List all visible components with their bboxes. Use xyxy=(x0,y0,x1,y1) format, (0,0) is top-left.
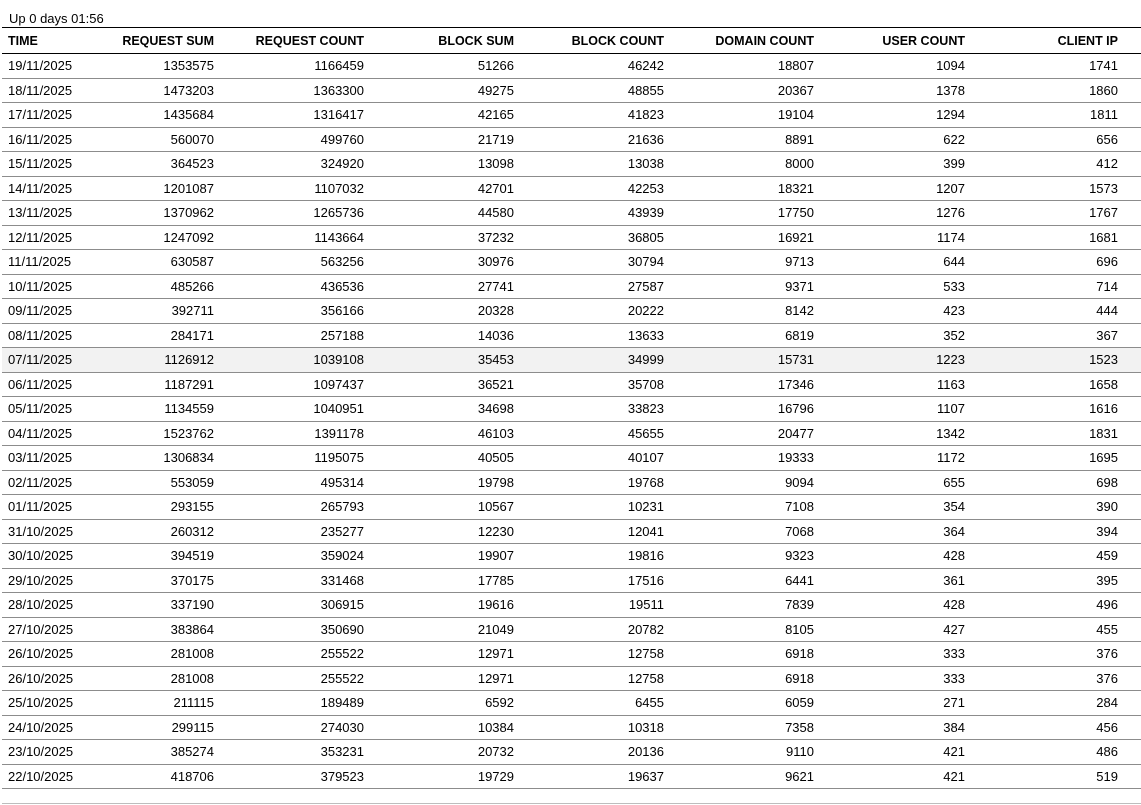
cell-user-count: 1174 xyxy=(819,225,969,250)
cell-client-ip: 1523 xyxy=(969,348,1141,373)
cell-request-sum: 1187291 xyxy=(87,372,219,397)
cell-user-count: 1094 xyxy=(819,54,969,79)
cell-client-ip: 656 xyxy=(969,127,1141,152)
table-row xyxy=(2,446,1141,471)
column-header-client-ip[interactable]: CLIENT IP xyxy=(969,28,1141,54)
cell-client-ip: 444 xyxy=(969,299,1141,324)
cell-block-sum: 30976 xyxy=(369,250,519,275)
cell-domain-count: 19104 xyxy=(669,103,819,128)
cell-user-count: 421 xyxy=(819,740,969,765)
cell-domain-count: 8105 xyxy=(669,617,819,642)
cell-time: 31/10/2025 xyxy=(2,519,87,544)
cell-request-sum: 337190 xyxy=(87,593,219,618)
cell-client-ip: 486 xyxy=(969,740,1141,765)
cell-request-sum: 260312 xyxy=(87,519,219,544)
cell-user-count: 1378 xyxy=(819,78,969,103)
cell-domain-count: 18321 xyxy=(669,176,819,201)
cell-block-sum: 20328 xyxy=(369,299,519,324)
cell-client-ip: 1573 xyxy=(969,176,1141,201)
cell-request-sum: 1473203 xyxy=(87,78,219,103)
uptime-status: Up 0 days 01:56 xyxy=(9,11,104,26)
cell-block-sum: 14036 xyxy=(369,323,519,348)
cell-time: 12/11/2025 xyxy=(2,225,87,250)
cell-user-count: 399 xyxy=(819,152,969,177)
table-row xyxy=(2,323,1141,348)
cell-request-sum: 281008 xyxy=(87,642,219,667)
table-row xyxy=(2,127,1141,152)
cell-block-sum: 19729 xyxy=(369,764,519,789)
cell-time: 09/11/2025 xyxy=(2,299,87,324)
cell-block-sum: 12971 xyxy=(369,642,519,667)
column-header-request-count[interactable]: REQUEST COUNT xyxy=(219,28,369,54)
table-body xyxy=(2,54,1141,789)
cell-client-ip: 284 xyxy=(969,691,1141,716)
cell-block-sum: 12971 xyxy=(369,666,519,691)
cell-block-sum: 10384 xyxy=(369,715,519,740)
cell-domain-count: 16921 xyxy=(669,225,819,250)
cell-request-sum: 1247092 xyxy=(87,225,219,250)
cell-request-count: 1143664 xyxy=(219,225,369,250)
table-row xyxy=(2,617,1141,642)
cell-request-sum: 630587 xyxy=(87,250,219,275)
cell-block-sum: 49275 xyxy=(369,78,519,103)
cell-client-ip: 519 xyxy=(969,764,1141,789)
cell-domain-count: 15731 xyxy=(669,348,819,373)
table-row xyxy=(2,348,1141,373)
cell-block-count: 41823 xyxy=(519,103,669,128)
cell-block-count: 17516 xyxy=(519,568,669,593)
cell-request-count: 1107032 xyxy=(219,176,369,201)
cell-block-sum: 27741 xyxy=(369,274,519,299)
cell-block-sum: 36521 xyxy=(369,372,519,397)
cell-block-count: 19637 xyxy=(519,764,669,789)
cell-time: 26/10/2025 xyxy=(2,642,87,667)
cell-domain-count: 6441 xyxy=(669,568,819,593)
cell-block-count: 13038 xyxy=(519,152,669,177)
cell-block-sum: 42165 xyxy=(369,103,519,128)
column-header-time[interactable]: TIME xyxy=(2,28,87,54)
cell-request-sum: 1353575 xyxy=(87,54,219,79)
table-row xyxy=(2,642,1141,667)
cell-block-sum: 21049 xyxy=(369,617,519,642)
cell-client-ip: 390 xyxy=(969,495,1141,520)
table-row xyxy=(2,691,1141,716)
cell-block-count: 20136 xyxy=(519,740,669,765)
cell-request-sum: 392711 xyxy=(87,299,219,324)
cell-block-sum: 40505 xyxy=(369,446,519,471)
cell-request-count: 257188 xyxy=(219,323,369,348)
cell-user-count: 1276 xyxy=(819,201,969,226)
table-row xyxy=(2,299,1141,324)
table-row xyxy=(2,274,1141,299)
cell-block-count: 45655 xyxy=(519,421,669,446)
cell-block-count: 27587 xyxy=(519,274,669,299)
cell-block-count: 34999 xyxy=(519,348,669,373)
table-row xyxy=(2,470,1141,495)
cell-time: 03/11/2025 xyxy=(2,446,87,471)
cell-block-count: 13633 xyxy=(519,323,669,348)
cell-request-sum: 418706 xyxy=(87,764,219,789)
cell-time: 04/11/2025 xyxy=(2,421,87,446)
cell-request-count: 1097437 xyxy=(219,372,369,397)
cell-request-sum: 560070 xyxy=(87,127,219,152)
table-row xyxy=(2,715,1141,740)
cell-request-count: 379523 xyxy=(219,764,369,789)
cell-client-ip: 696 xyxy=(969,250,1141,275)
cell-client-ip: 714 xyxy=(969,274,1141,299)
cell-client-ip: 1767 xyxy=(969,201,1141,226)
cell-domain-count: 9323 xyxy=(669,544,819,569)
cell-block-count: 42253 xyxy=(519,176,669,201)
table-header xyxy=(2,28,1141,54)
cell-user-count: 352 xyxy=(819,323,969,348)
table-row xyxy=(2,568,1141,593)
cell-time: 30/10/2025 xyxy=(2,544,87,569)
cell-time: 08/11/2025 xyxy=(2,323,87,348)
cell-block-count: 12758 xyxy=(519,642,669,667)
cell-request-sum: 553059 xyxy=(87,470,219,495)
cell-request-count: 265793 xyxy=(219,495,369,520)
cell-time: 06/11/2025 xyxy=(2,372,87,397)
cell-request-sum: 1126912 xyxy=(87,348,219,373)
cell-block-count: 10231 xyxy=(519,495,669,520)
cell-block-count: 12758 xyxy=(519,666,669,691)
cell-time: 19/11/2025 xyxy=(2,54,87,79)
table-row xyxy=(2,54,1141,79)
cell-request-count: 436536 xyxy=(219,274,369,299)
cell-request-sum: 385274 xyxy=(87,740,219,765)
cell-request-count: 563256 xyxy=(219,250,369,275)
cell-request-count: 350690 xyxy=(219,617,369,642)
cell-time: 02/11/2025 xyxy=(2,470,87,495)
cell-block-sum: 19616 xyxy=(369,593,519,618)
cell-block-count: 35708 xyxy=(519,372,669,397)
cell-domain-count: 9713 xyxy=(669,250,819,275)
cell-block-sum: 44580 xyxy=(369,201,519,226)
cell-client-ip: 367 xyxy=(969,323,1141,348)
cell-user-count: 1163 xyxy=(819,372,969,397)
cell-time: 25/10/2025 xyxy=(2,691,87,716)
cell-client-ip: 1831 xyxy=(969,421,1141,446)
cell-request-count: 274030 xyxy=(219,715,369,740)
table-row xyxy=(2,250,1141,275)
cell-domain-count: 17346 xyxy=(669,372,819,397)
cell-user-count: 384 xyxy=(819,715,969,740)
cell-request-sum: 1523762 xyxy=(87,421,219,446)
cell-client-ip: 1741 xyxy=(969,54,1141,79)
cell-request-count: 356166 xyxy=(219,299,369,324)
cell-request-count: 495314 xyxy=(219,470,369,495)
table-row xyxy=(2,421,1141,446)
cell-block-sum: 42701 xyxy=(369,176,519,201)
cell-user-count: 361 xyxy=(819,568,969,593)
cell-client-ip: 496 xyxy=(969,593,1141,618)
table-row xyxy=(2,740,1141,765)
table-row xyxy=(2,78,1141,103)
cell-domain-count: 20477 xyxy=(669,421,819,446)
cell-user-count: 1294 xyxy=(819,103,969,128)
cell-user-count: 1107 xyxy=(819,397,969,422)
cell-time: 16/11/2025 xyxy=(2,127,87,152)
cell-domain-count: 8891 xyxy=(669,127,819,152)
bottom-divider xyxy=(2,803,1141,804)
cell-client-ip: 698 xyxy=(969,470,1141,495)
column-header-domain-count[interactable]: DOMAIN COUNT xyxy=(669,28,819,54)
cell-block-count: 19511 xyxy=(519,593,669,618)
cell-domain-count: 7068 xyxy=(669,519,819,544)
cell-block-count: 36805 xyxy=(519,225,669,250)
cell-domain-count: 18807 xyxy=(669,54,819,79)
cell-client-ip: 1811 xyxy=(969,103,1141,128)
cell-block-sum: 12230 xyxy=(369,519,519,544)
table-row xyxy=(2,372,1141,397)
cell-request-sum: 293155 xyxy=(87,495,219,520)
cell-domain-count: 8142 xyxy=(669,299,819,324)
cell-request-count: 235277 xyxy=(219,519,369,544)
cell-request-sum: 211115 xyxy=(87,691,219,716)
cell-user-count: 655 xyxy=(819,470,969,495)
cell-block-sum: 46103 xyxy=(369,421,519,446)
column-header-block-count[interactable]: BLOCK COUNT xyxy=(519,28,669,54)
cell-client-ip: 1681 xyxy=(969,225,1141,250)
cell-domain-count: 20367 xyxy=(669,78,819,103)
cell-request-count: 306915 xyxy=(219,593,369,618)
cell-block-count: 46242 xyxy=(519,54,669,79)
cell-user-count: 428 xyxy=(819,593,969,618)
cell-block-sum: 21719 xyxy=(369,127,519,152)
cell-request-count: 1363300 xyxy=(219,78,369,103)
cell-time: 24/10/2025 xyxy=(2,715,87,740)
cell-time: 27/10/2025 xyxy=(2,617,87,642)
cell-block-count: 20222 xyxy=(519,299,669,324)
column-header-request-sum[interactable]: REQUEST SUM xyxy=(87,28,219,54)
cell-block-sum: 51266 xyxy=(369,54,519,79)
cell-user-count: 333 xyxy=(819,642,969,667)
table-row xyxy=(2,397,1141,422)
table-row xyxy=(2,152,1141,177)
cell-domain-count: 17750 xyxy=(669,201,819,226)
cell-domain-count: 16796 xyxy=(669,397,819,422)
cell-request-count: 324920 xyxy=(219,152,369,177)
cell-client-ip: 412 xyxy=(969,152,1141,177)
cell-user-count: 333 xyxy=(819,666,969,691)
cell-user-count: 427 xyxy=(819,617,969,642)
cell-domain-count: 6819 xyxy=(669,323,819,348)
cell-domain-count: 9621 xyxy=(669,764,819,789)
cell-block-count: 21636 xyxy=(519,127,669,152)
table-row xyxy=(2,544,1141,569)
cell-user-count: 622 xyxy=(819,127,969,152)
cell-request-count: 331468 xyxy=(219,568,369,593)
cell-block-sum: 35453 xyxy=(369,348,519,373)
cell-request-count: 255522 xyxy=(219,642,369,667)
cell-time: 01/11/2025 xyxy=(2,495,87,520)
cell-time: 17/11/2025 xyxy=(2,103,87,128)
cell-user-count: 1207 xyxy=(819,176,969,201)
table-row xyxy=(2,225,1141,250)
cell-request-count: 255522 xyxy=(219,666,369,691)
cell-request-count: 189489 xyxy=(219,691,369,716)
cell-time: 11/11/2025 xyxy=(2,250,87,275)
cell-request-count: 1316417 xyxy=(219,103,369,128)
cell-block-count: 33823 xyxy=(519,397,669,422)
cell-time: 10/11/2025 xyxy=(2,274,87,299)
daily-stats-table xyxy=(2,27,1141,789)
table-row xyxy=(2,593,1141,618)
cell-request-sum: 281008 xyxy=(87,666,219,691)
cell-client-ip: 455 xyxy=(969,617,1141,642)
cell-block-sum: 34698 xyxy=(369,397,519,422)
cell-time: 22/10/2025 xyxy=(2,764,87,789)
cell-request-count: 353231 xyxy=(219,740,369,765)
cell-block-count: 40107 xyxy=(519,446,669,471)
cell-block-count: 48855 xyxy=(519,78,669,103)
cell-user-count: 533 xyxy=(819,274,969,299)
cell-time: 29/10/2025 xyxy=(2,568,87,593)
table-row xyxy=(2,666,1141,691)
cell-request-count: 359024 xyxy=(219,544,369,569)
cell-client-ip: 376 xyxy=(969,642,1141,667)
cell-time: 05/11/2025 xyxy=(2,397,87,422)
cell-request-count: 1040951 xyxy=(219,397,369,422)
cell-domain-count: 6918 xyxy=(669,666,819,691)
cell-block-sum: 17785 xyxy=(369,568,519,593)
cell-block-sum: 19798 xyxy=(369,470,519,495)
cell-time: 28/10/2025 xyxy=(2,593,87,618)
cell-block-count: 30794 xyxy=(519,250,669,275)
cell-block-sum: 6592 xyxy=(369,691,519,716)
cell-request-sum: 383864 xyxy=(87,617,219,642)
table-row xyxy=(2,764,1141,789)
cell-client-ip: 1860 xyxy=(969,78,1141,103)
table-row xyxy=(2,201,1141,226)
cell-request-sum: 284171 xyxy=(87,323,219,348)
cell-request-count: 1391178 xyxy=(219,421,369,446)
table-row xyxy=(2,495,1141,520)
cell-domain-count: 9110 xyxy=(669,740,819,765)
cell-time: 13/11/2025 xyxy=(2,201,87,226)
cell-domain-count: 7108 xyxy=(669,495,819,520)
cell-client-ip: 456 xyxy=(969,715,1141,740)
column-header-block-sum[interactable]: BLOCK SUM xyxy=(369,28,519,54)
cell-time: 14/11/2025 xyxy=(2,176,87,201)
cell-time: 18/11/2025 xyxy=(2,78,87,103)
cell-user-count: 421 xyxy=(819,764,969,789)
cell-user-count: 1342 xyxy=(819,421,969,446)
cell-user-count: 364 xyxy=(819,519,969,544)
cell-block-sum: 37232 xyxy=(369,225,519,250)
cell-block-sum: 10567 xyxy=(369,495,519,520)
cell-client-ip: 1658 xyxy=(969,372,1141,397)
table-row xyxy=(2,176,1141,201)
cell-domain-count: 7839 xyxy=(669,593,819,618)
cell-block-count: 6455 xyxy=(519,691,669,716)
cell-time: 26/10/2025 xyxy=(2,666,87,691)
cell-client-ip: 459 xyxy=(969,544,1141,569)
column-header-user-count[interactable]: USER COUNT xyxy=(819,28,969,54)
cell-block-count: 20782 xyxy=(519,617,669,642)
table-row xyxy=(2,519,1141,544)
cell-request-sum: 370175 xyxy=(87,568,219,593)
cell-request-count: 1265736 xyxy=(219,201,369,226)
cell-time: 23/10/2025 xyxy=(2,740,87,765)
cell-domain-count: 9094 xyxy=(669,470,819,495)
cell-request-count: 1039108 xyxy=(219,348,369,373)
cell-user-count: 271 xyxy=(819,691,969,716)
cell-client-ip: 395 xyxy=(969,568,1141,593)
cell-request-sum: 1306834 xyxy=(87,446,219,471)
cell-block-count: 10318 xyxy=(519,715,669,740)
header-row xyxy=(2,28,1141,54)
cell-client-ip: 1695 xyxy=(969,446,1141,471)
cell-block-sum: 19907 xyxy=(369,544,519,569)
cell-time: 15/11/2025 xyxy=(2,152,87,177)
cell-request-count: 1166459 xyxy=(219,54,369,79)
cell-user-count: 644 xyxy=(819,250,969,275)
cell-client-ip: 376 xyxy=(969,666,1141,691)
cell-request-sum: 364523 xyxy=(87,152,219,177)
cell-user-count: 423 xyxy=(819,299,969,324)
cell-domain-count: 6059 xyxy=(669,691,819,716)
cell-user-count: 354 xyxy=(819,495,969,520)
cell-domain-count: 19333 xyxy=(669,446,819,471)
cell-request-sum: 299115 xyxy=(87,715,219,740)
cell-client-ip: 1616 xyxy=(969,397,1141,422)
cell-user-count: 1223 xyxy=(819,348,969,373)
cell-time: 07/11/2025 xyxy=(2,348,87,373)
cell-request-sum: 1435684 xyxy=(87,103,219,128)
cell-block-sum: 13098 xyxy=(369,152,519,177)
cell-request-count: 1195075 xyxy=(219,446,369,471)
cell-domain-count: 7358 xyxy=(669,715,819,740)
cell-block-count: 19816 xyxy=(519,544,669,569)
cell-user-count: 428 xyxy=(819,544,969,569)
cell-request-sum: 485266 xyxy=(87,274,219,299)
cell-domain-count: 8000 xyxy=(669,152,819,177)
cell-block-sum: 20732 xyxy=(369,740,519,765)
cell-block-count: 43939 xyxy=(519,201,669,226)
cell-domain-count: 9371 xyxy=(669,274,819,299)
cell-domain-count: 6918 xyxy=(669,642,819,667)
cell-request-sum: 1201087 xyxy=(87,176,219,201)
cell-block-count: 12041 xyxy=(519,519,669,544)
cell-request-sum: 1134559 xyxy=(87,397,219,422)
cell-client-ip: 394 xyxy=(969,519,1141,544)
cell-user-count: 1172 xyxy=(819,446,969,471)
cell-request-sum: 1370962 xyxy=(87,201,219,226)
table-row xyxy=(2,103,1141,128)
cell-request-sum: 394519 xyxy=(87,544,219,569)
cell-request-count: 499760 xyxy=(219,127,369,152)
cell-block-count: 19768 xyxy=(519,470,669,495)
